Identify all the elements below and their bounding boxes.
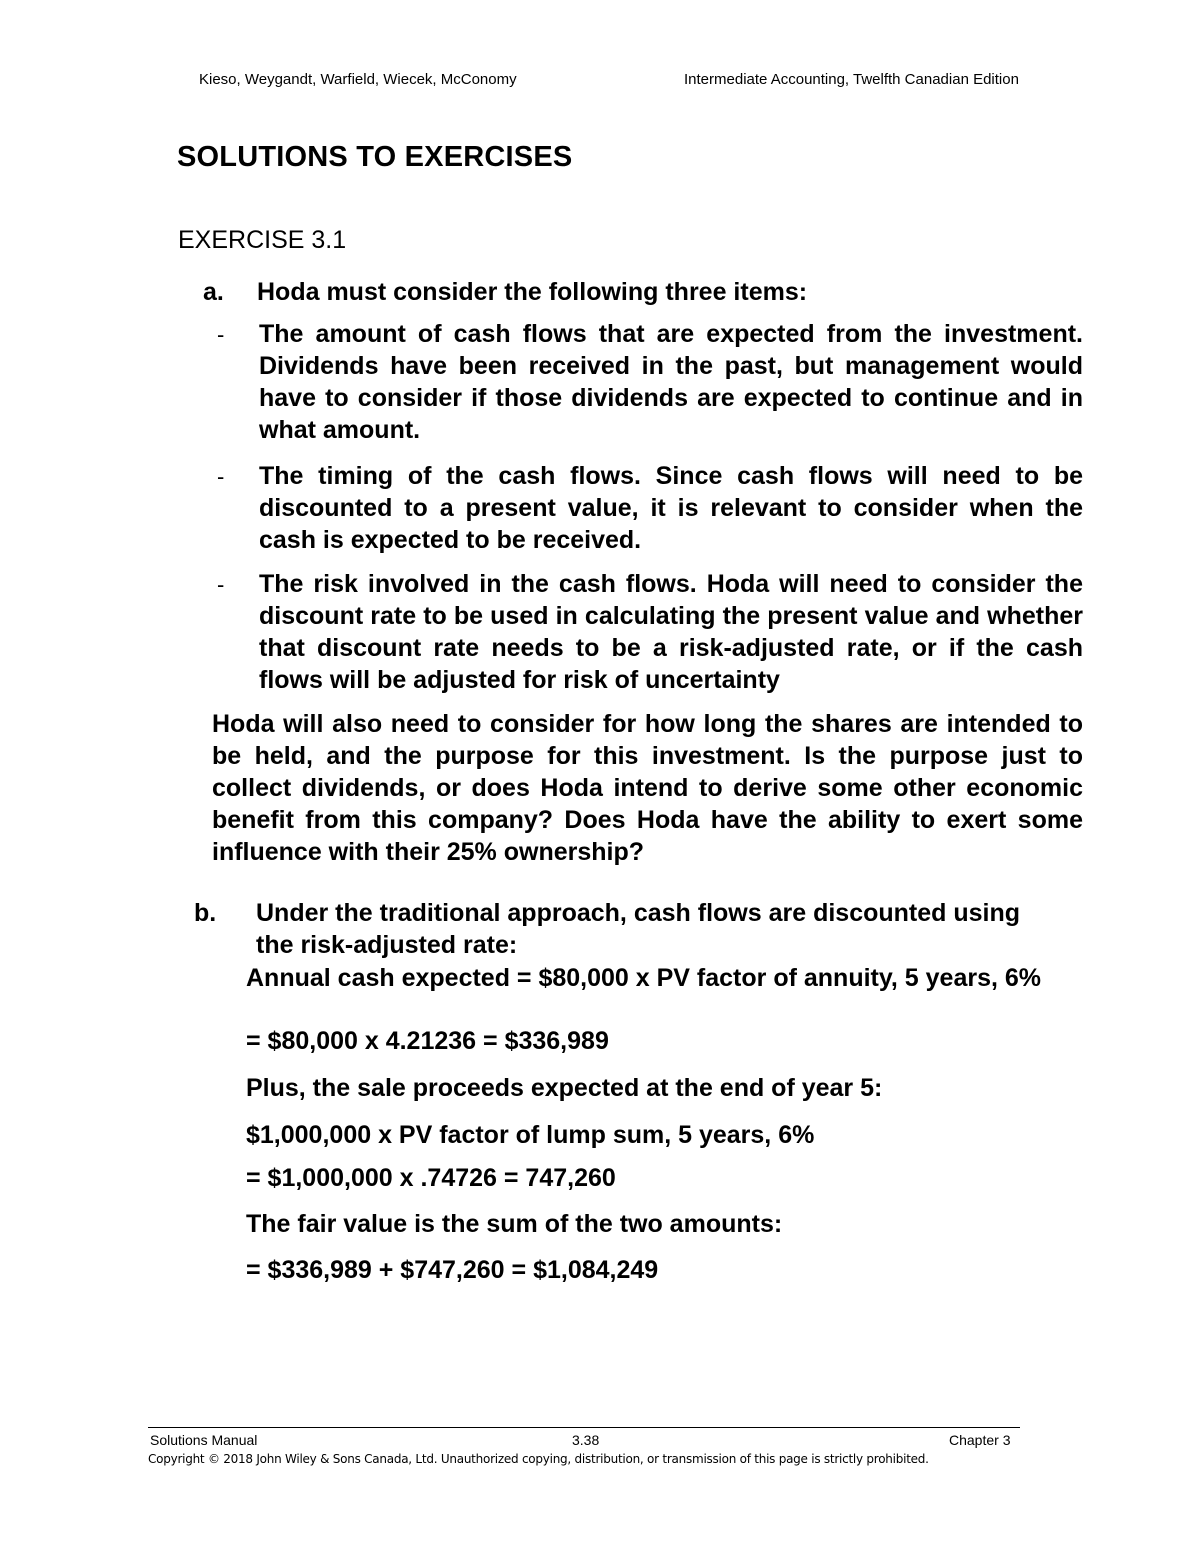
footer-left: Solutions Manual	[150, 1432, 258, 1448]
annuity-calculation: = $80,000 x 4.21236 = $336,989	[246, 1027, 609, 1055]
exercise-heading: EXERCISE 3.1	[178, 226, 347, 254]
part-b-intro: Under the traditional approach, cash flows are discounted using the risk-adjusted rate:	[256, 899, 1021, 959]
part-a-label: a.	[203, 278, 224, 306]
bullet-item: The amount of cash flows that are expected from the investment. Dividends have been received in the past, but management would have to consider if those dividends are expected to continue and in what amount.	[259, 320, 1083, 444]
header-book-title: Intermediate Accounting, Twelfth Canadian Edition	[684, 71, 1019, 88]
part-b-label: b.	[194, 899, 217, 927]
bullet-marker: -	[217, 464, 225, 489]
lump-sum-calculation: = $1,000,000 x .74726 = 747,260	[246, 1164, 616, 1192]
bullet-marker: -	[217, 322, 225, 347]
sale-proceeds-line: Plus, the sale proceeds expected at the end of year 5:	[246, 1074, 883, 1102]
header-authors: Kieso, Weygandt, Warfield, Wiecek, McConomy	[199, 71, 517, 88]
footer-page-number: 3.38	[572, 1432, 600, 1448]
footer-divider	[148, 1427, 1020, 1428]
page-title: SOLUTIONS TO EXERCISES	[177, 141, 573, 173]
bullet-item: The timing of the cash flows. Since cash flows will need to be discounted to a present value, it is relevant to consider when the cash is expected to be received.	[259, 462, 1083, 554]
copyright-notice: Copyright © 2018 John Wiley & Sons Canada, Ltd. Unauthorized copying, distribution, or transmission of this page is strictly prohibited.	[148, 1452, 929, 1466]
bullet-item: The risk involved in the cash flows. Hoda will need to consider the discount rate to be used in calculating the present value and whether that discount rate needs to be a risk-adjusted rate, or if the cash flows will be adjusted for risk of uncertainty	[259, 570, 1083, 694]
fair-value-total: = $336,989 + $747,260 = $1,084,249	[246, 1256, 659, 1284]
annual-cash-line: Annual cash expected = $80,000 x PV factor of annuity, 5 years, 6%	[246, 964, 1042, 992]
part-a-paragraph: Hoda will also need to consider for how long the shares are intended to be held, and the purpose for this investment. Is the purpose just to collect dividends, or does Hoda intend to derive some other economic benefit from this company? Does Hoda have the ability to exert some influence with their 25% ownership?	[212, 710, 1083, 866]
part-a-intro: Hoda must consider the following three items:	[257, 278, 808, 306]
footer-chapter: Chapter 3	[949, 1432, 1011, 1448]
lump-sum-line: $1,000,000 x PV factor of lump sum, 5 years, 6%	[246, 1121, 815, 1149]
fair-value-line: The fair value is the sum of the two amounts:	[246, 1210, 783, 1238]
bullet-marker: -	[217, 572, 225, 597]
